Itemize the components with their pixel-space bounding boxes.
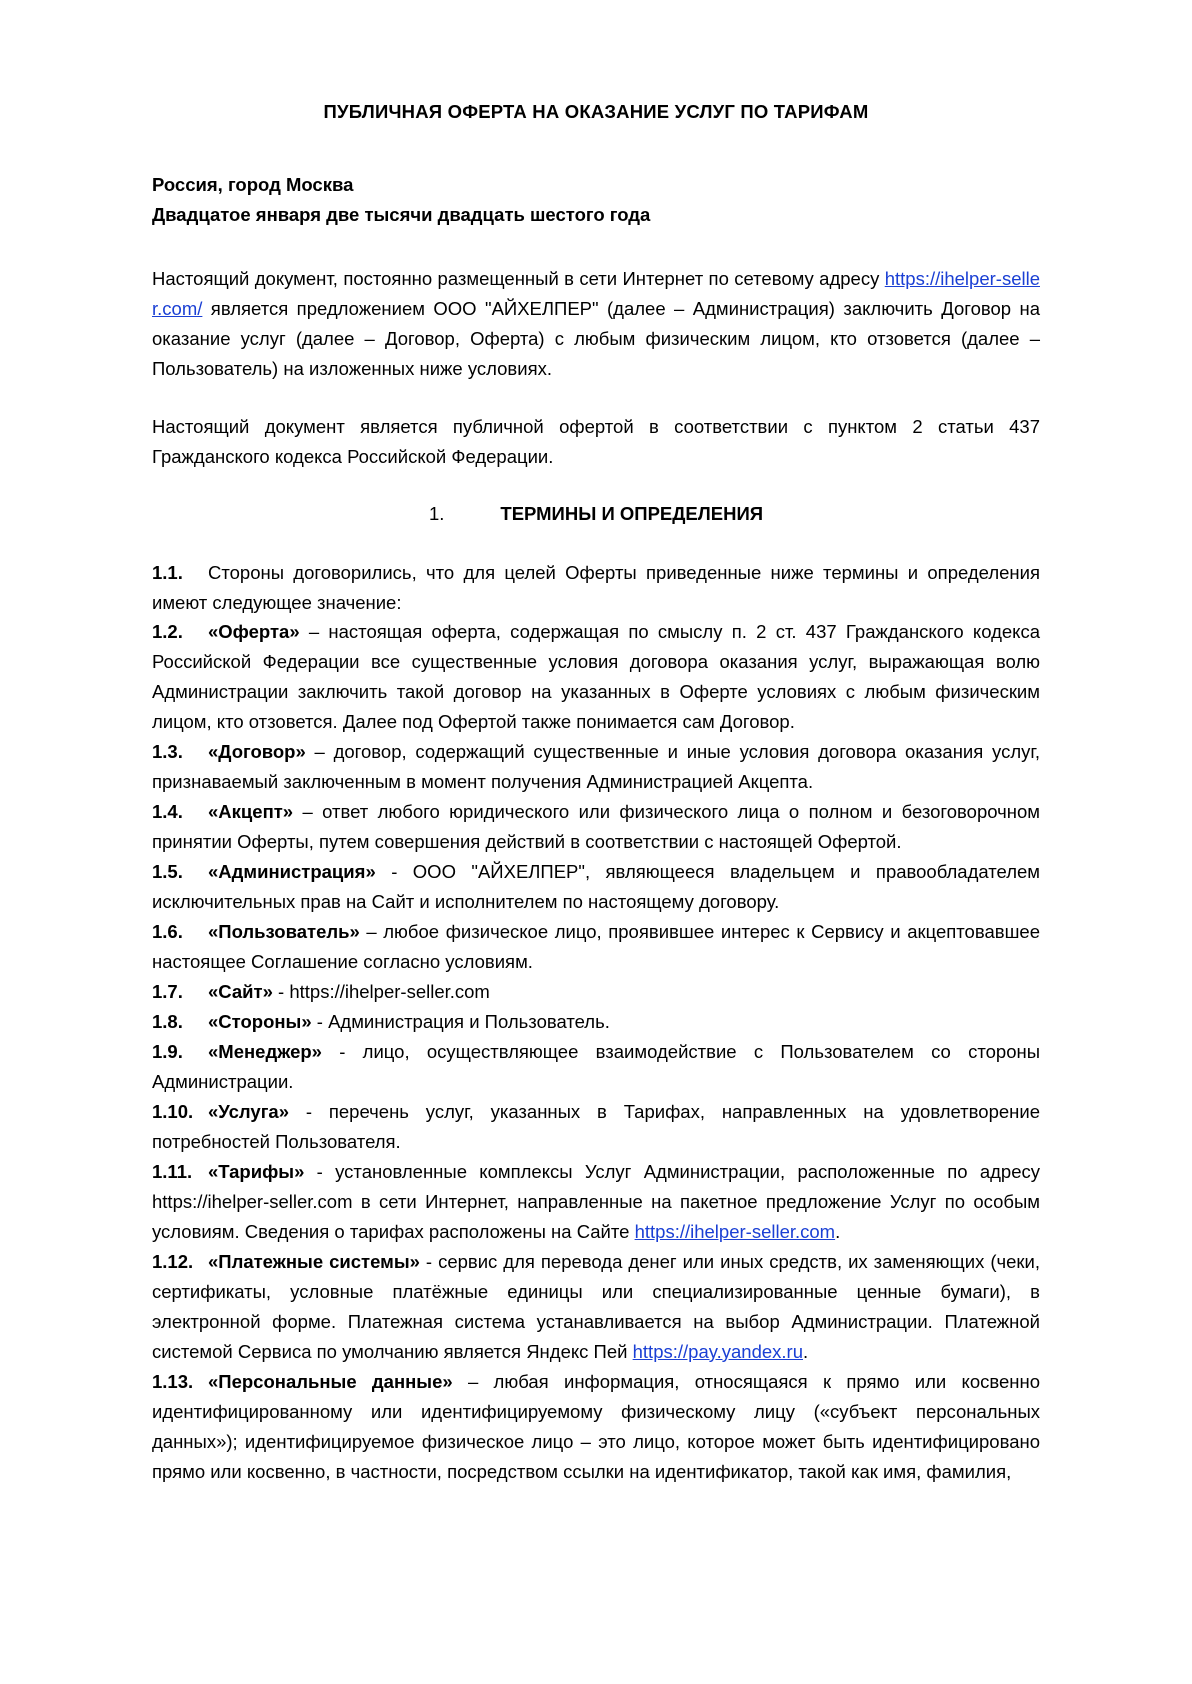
clause-text-part2: в сети Интернет, направленные на пакетное предложение Услуг по особым условиям. Сведения о тарифах расположены на Сайте: [152, 1190, 1040, 1242]
date-line: Двадцатое января две тысячи двадцать шестого года: [152, 204, 651, 226]
clause-1-1: [152, 558, 1040, 618]
clause-number: 1.13.: [152, 1370, 194, 1392]
clause-text: -: [272, 981, 290, 1003]
clause-1-11: [152, 1157, 1040, 1247]
clause-text: Стороны договорились, что для целей Оферты приведенные ниже термины и определения имеют следующее значение:: [152, 561, 1040, 613]
clause-1-8: [152, 1007, 1040, 1037]
defined-term: «Стороны»: [208, 1011, 312, 1033]
defined-term: «Услуга»: [208, 1100, 290, 1122]
clause-number: 1.5.: [152, 861, 183, 883]
intro-paragraph: [152, 264, 1040, 384]
tariffs-url-link[interactable]: https://ihelper-seller.com: [634, 1220, 836, 1242]
clause-text-part2: .: [803, 1340, 809, 1362]
page-title: ПУБЛИЧНАЯ ОФЕРТА НА ОКАЗАНИЕ УСЛУГ ПО ТАРИФАМ: [323, 101, 869, 122]
place-line: Россия, город Москва: [152, 174, 354, 196]
clause-text: – любая информация, относящаяся к прямо или косвенно идентифицированному или идентифицируемому физическому лицу («субъект персональных данных»); идентифицируемое физическое лицо – это лицо, которое может быть идентифицировано прямо или косвенно, в частности, посредством ссылки на идентификатор, такой как имя, фамилия,: [152, 1370, 1040, 1482]
clause-1-2: [152, 617, 1040, 737]
site-url-link[interactable]: https://ihelper-seller.com/: [152, 267, 1040, 319]
clause-1-12: [152, 1247, 1040, 1367]
clause-text: - Администрация и Пользователь.: [311, 1011, 610, 1033]
section-number: 1.: [428, 502, 445, 524]
intro-text-part2: является предложением ООО "АЙХЕЛПЕР" (далее – Администрация) заключить Договор на оказание услуг (далее – Договор, Оферта) с любым физическим лицом, кто отзовется (далее – Пользователь) на изложенных ниже условиях.: [152, 297, 1040, 379]
clause-1-7: [152, 977, 1040, 1007]
clause-number: 1.11.: [152, 1160, 193, 1182]
section-heading-terms: [152, 500, 1040, 528]
clause-text-part3: .: [835, 1220, 841, 1242]
clause-text: – ответ любого юридического или физического лица о полном и безоговорочном принятии Оферты, путем совершения действий в соответствии с настоящей Офертой.: [152, 801, 1040, 853]
defined-term: «Администрация»: [208, 861, 376, 883]
defined-term: «Менеджер»: [208, 1041, 322, 1063]
clause-number: 1.9.: [152, 1041, 183, 1063]
section-title: ТЕРМИНЫ И ОПРЕДЕЛЕНИЯ: [500, 502, 764, 524]
clause-number: 1.12.: [152, 1250, 194, 1272]
clause-text-part1: - установленные комплексы Услуг Администрации, расположенные по адресу: [304, 1160, 1040, 1182]
clause-1-6: [152, 917, 1040, 977]
defined-term: «Оферта»: [208, 621, 300, 643]
defined-term: «Сайт»: [208, 981, 273, 1003]
tariffs-url-plain: https://ihelper-seller.com: [152, 1190, 353, 1212]
clause-1-5: [152, 857, 1040, 917]
clause-number: 1.10.: [152, 1100, 194, 1122]
intro-text-part1: Настоящий документ, постоянно размещенный в сети Интернет по сетевому адресу: [152, 267, 885, 289]
clause-text: - ООО "АЙХЕЛПЕР", являющееся владельцем и правообладателем исключительных прав на Сайт и исполнителем по настоящему договору.: [152, 861, 1040, 913]
clause-number: 1.1.: [152, 561, 183, 583]
clause-number: 1.8.: [152, 1011, 183, 1033]
defined-term: «Платежные системы»: [208, 1250, 420, 1272]
clause-text: – настоящая оферта, содержащая по смыслу п. 2 ст. 437 Гражданского кодекса Российской Федерации все существенные условия договора оказания услуг, выражающая волю Администрации заключить такой договор на указанных в Оферте условиях с любым физическим лицом, кто отзовется. Далее под Офертой также понимается сам Договор.: [152, 621, 1040, 733]
clause-text: – договор, содержащий существенные и иные условия договора оказания услуг, признаваемый заключенным в момент получения Администрацией Акцепта.: [152, 741, 1040, 793]
offer-statement-paragraph: Настоящий документ является публичной офертой в соответствии с пунктом 2 статьи 437 Гражданского кодекса Российской Федерации.: [152, 415, 1040, 467]
clause-text-part1: - сервис для перевода денег или иных средств, их заменяющих (чеки, сертификаты, условные платёжные единицы или специализированные ценные бумаги), в электронной форме. Платежная система устанавливается на выбор Администрации. Платежной системой Сервиса по умолчанию является Яндекс Пей: [152, 1250, 1040, 1362]
site-url-plain: https://ihelper-seller.com: [289, 981, 490, 1003]
clause-number: 1.3.: [152, 741, 183, 763]
defined-term: «Тарифы»: [208, 1160, 305, 1182]
defined-term: «Акцепт»: [208, 801, 294, 823]
defined-term: «Персональные данные»: [208, 1370, 453, 1392]
clause-1-13: [152, 1367, 1040, 1487]
clause-number: 1.6.: [152, 921, 183, 943]
defined-term: «Пользователь»: [208, 921, 360, 943]
clause-text: - лицо, осуществляющее взаимодействие с Пользователем со стороны Администрации.: [152, 1041, 1040, 1093]
clause-1-10: [152, 1097, 1040, 1157]
clause-number: 1.7.: [152, 981, 183, 1003]
clause-1-3: [152, 737, 1040, 797]
clause-number: 1.4.: [152, 801, 183, 823]
defined-term: «Договор»: [208, 741, 306, 763]
clause-1-4: [152, 797, 1040, 857]
clause-text: – любое физическое лицо, проявившее интерес к Сервису и акцептовавшее настоящее Соглашение согласно условиям.: [152, 921, 1040, 973]
clause-1-9: [152, 1037, 1040, 1097]
clause-text: - перечень услуг, указанных в Тарифах, направленных на удовлетворение потребностей Пользователя.: [152, 1100, 1040, 1152]
clause-number: 1.2.: [152, 621, 183, 643]
yandex-pay-url-link[interactable]: https://pay.yandex.ru: [632, 1340, 803, 1362]
